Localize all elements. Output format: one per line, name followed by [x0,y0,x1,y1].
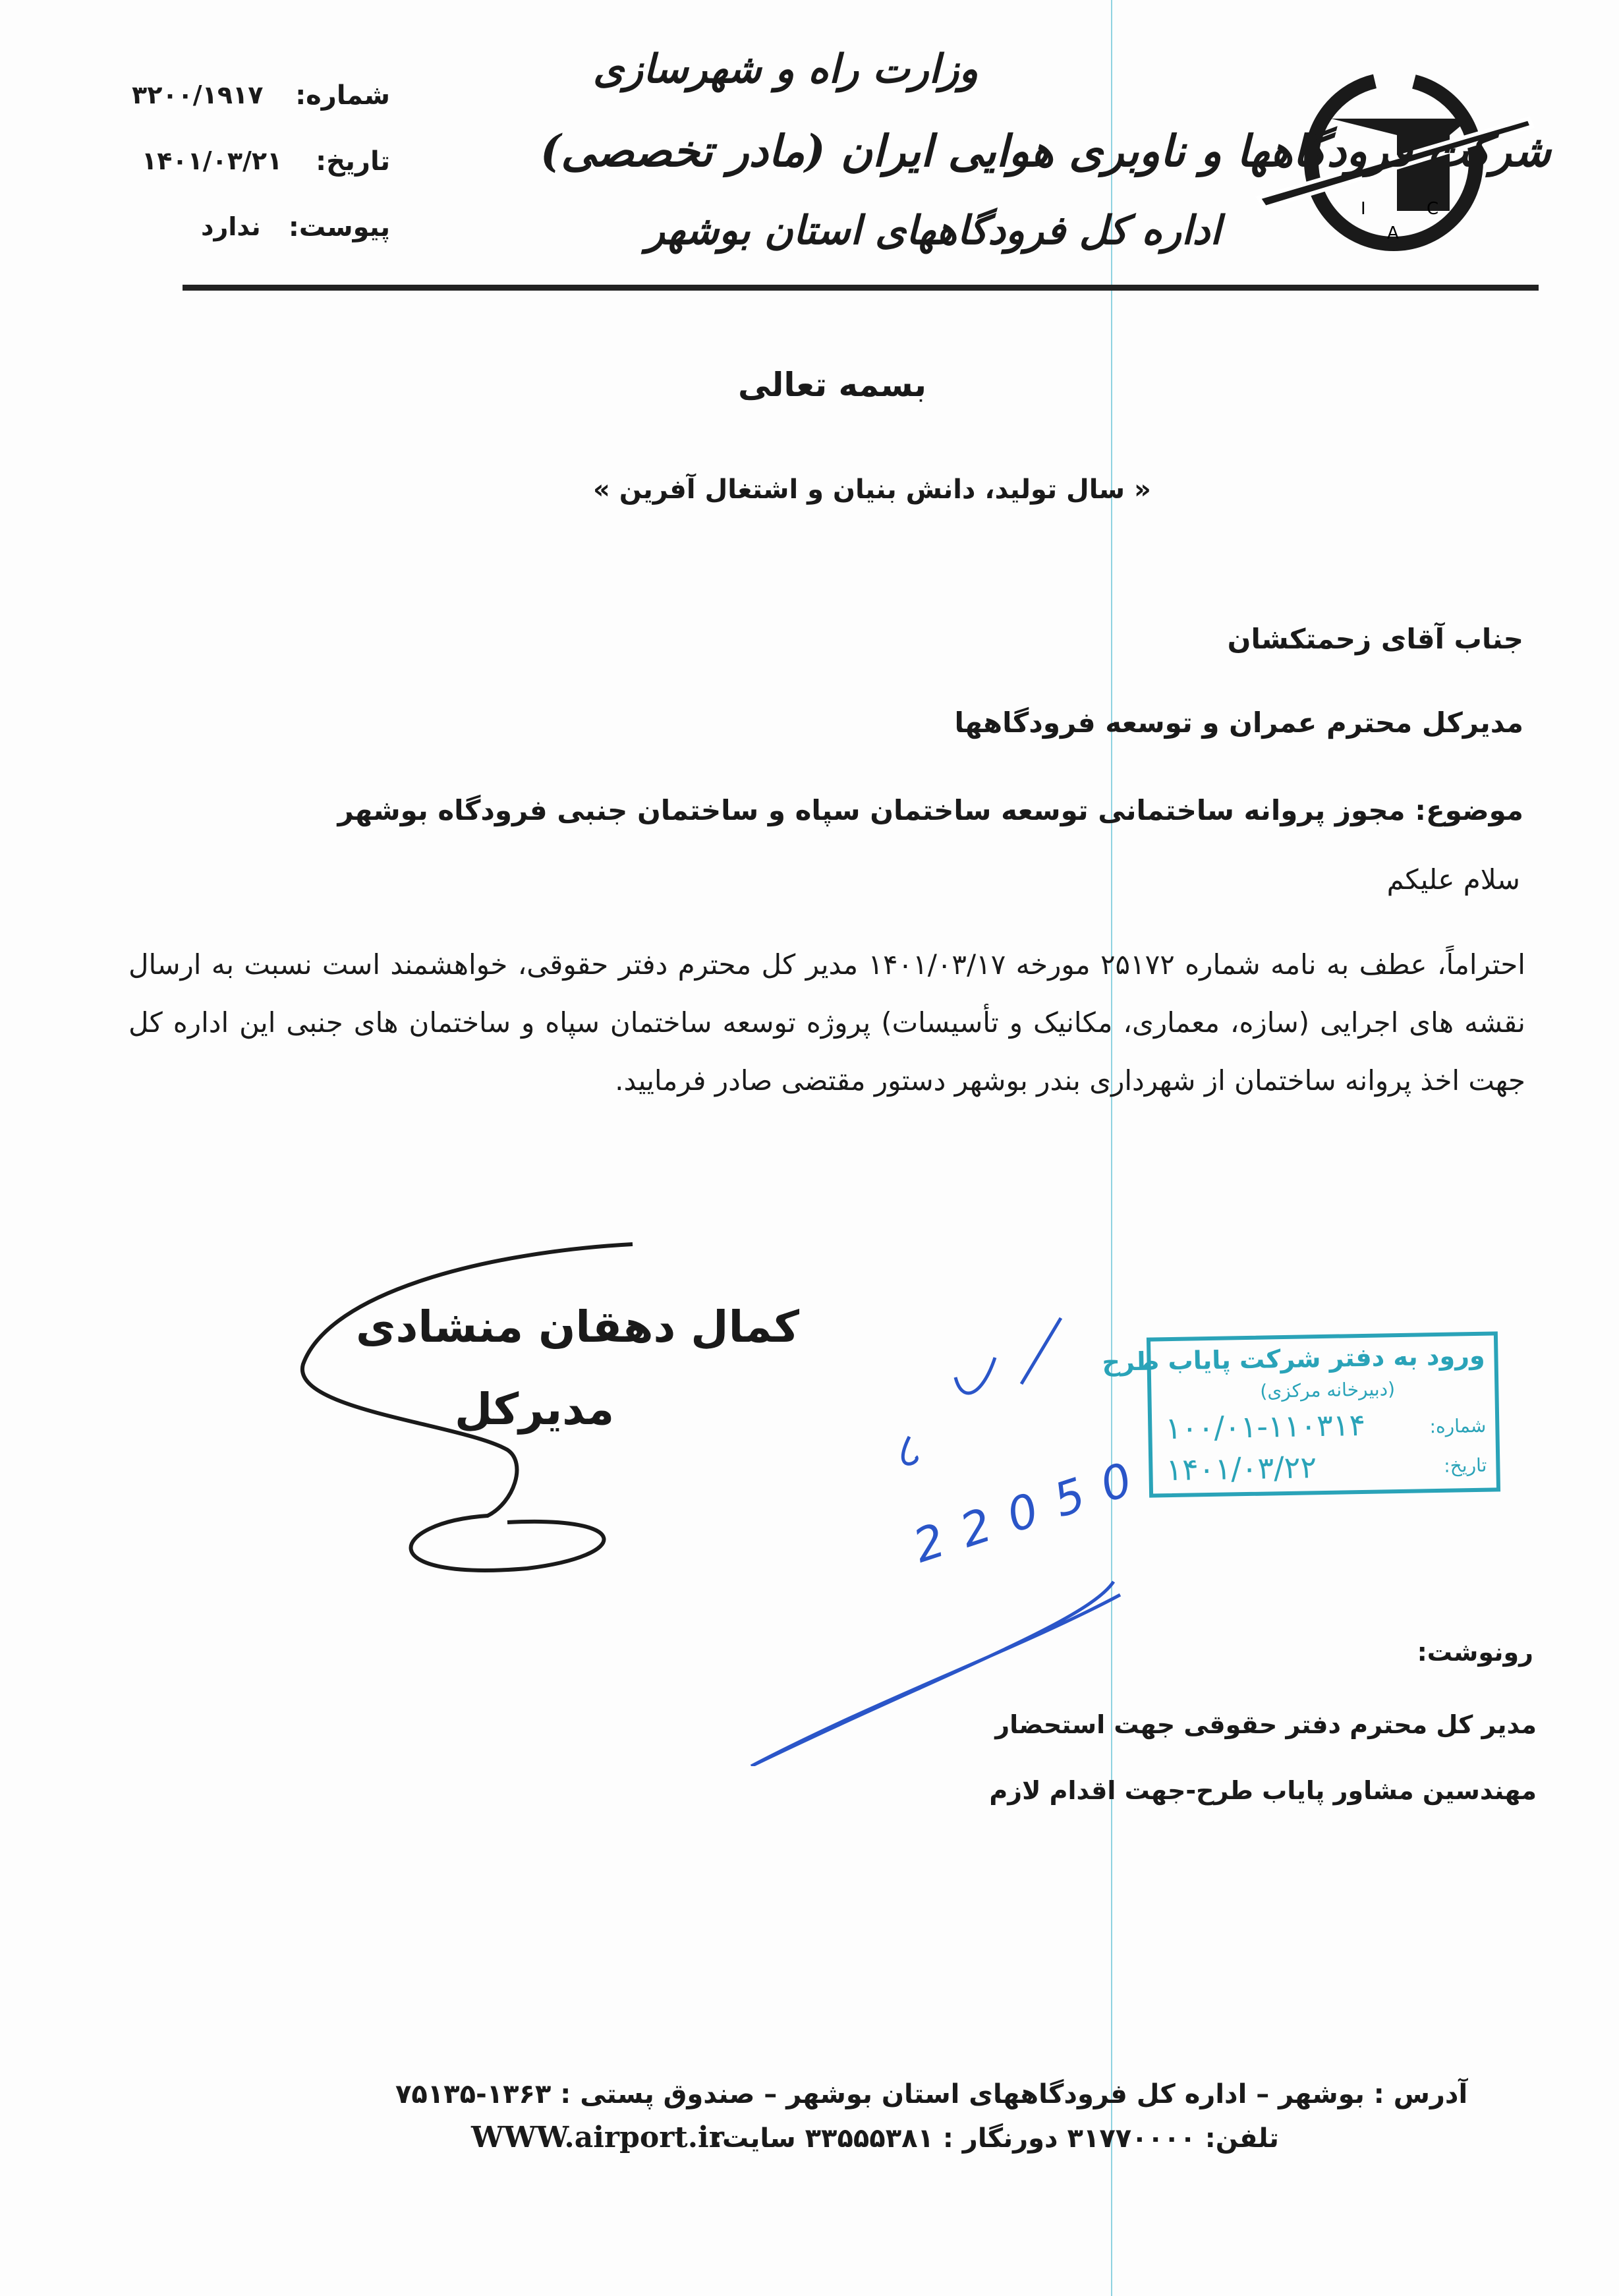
company-title: شرکت فرودگاهها و ناوبری هوایی ایران (مادر تخصصی) [540,125,1551,177]
basmala: بسمه تعالی [738,366,927,404]
footer-phone: تلفن: ۳۱۷۷۰۰۰۰ دورنگار : ۳۳۵۵۵۳۸۱ سایت: [712,2123,1279,2154]
cc-item: مدیر کل محترم دفتر حقوقی جهت استحضار [995,1710,1537,1739]
scan-artifact-line [1111,0,1112,2296]
stamp-date-value: ۱۴۰۱/۰۳/۲۲ [1165,1449,1317,1488]
handwritten-number: 22050 [907,1446,1158,1574]
date-value: ۱۴۰۱/۰۳/۲۱ [142,146,283,175]
number-label: شماره: [295,80,390,111]
stamp-date-label: تاریخ: [1443,1454,1487,1477]
cc-label: رونوشت: [1417,1638,1533,1667]
footer-address: آدرس : بوشهر – اداره کل فرودگاههای استان بوشهر – صندوق پستی : ۱۳۶۳-۷۵۱۳۵ [395,2079,1468,2109]
footer-website[interactable]: WWW.airport.ir [471,2121,724,2154]
svg-text:A: A [1387,223,1399,243]
stamp-title: ورود به دفتر شرکت پایاب طرح [1102,1340,1485,1377]
attachment-value: ندارد [201,212,261,241]
ministry-title: وزارت راه و شهرسازی [593,46,979,92]
greeting: سلام علیکم [1386,863,1520,896]
svg-text:I: I [1361,199,1366,219]
number-value: ۳۲۰۰/۱۹۱۷ [132,80,264,109]
header-divider [183,285,1539,291]
subject: موضوع: مجوز پروانه ساختمانی توسعه ساختمان سپاه و ساختمان جنبی فرودگاه بوشهر [337,794,1523,826]
attachment-label: پیوست: [288,212,390,243]
office-title: اداره کل فرودگاههای استان بوشهر [646,208,1222,254]
slogan: « سال تولید، دانش بنیان و اشتغال آفرین » [593,474,1151,505]
stamp-number-label: شماره: [1429,1414,1487,1438]
date-label: تاریخ: [316,146,390,177]
svg-text:C: C [1427,199,1439,219]
stamp-number-value: ۱۰۰/۰۱-۱۱۰۳۱۴ [1164,1406,1366,1447]
addressee-title: مدیرکل محترم عمران و توسعه فرودگاهها [954,706,1523,739]
stamp-subtitle: (دبیرخانه مرکزی) [1260,1378,1396,1402]
signatory-title: مدیرکل [455,1384,615,1435]
addressee: جناب آقای زحمتکشان [1227,623,1523,655]
receipt-stamp [1102,1331,1500,1497]
cc-item: مهندسین مشاور پایاب طرح-جهت اقدام لازم [989,1776,1537,1805]
body-paragraph: احتراماً، عطف به نامه شماره ۲۵۱۷۲ مورخه ۱۴۰۱/۰۳/۱۷ مدیر کل محترم دفتر حقوقی، خواهشمند است نسبت به ارسال نقشه های اجرایی (سازه، معماری، مکانیک و تأسیسات) پروژه توسعه ساختمان سپاه و ساختمان های جنبی این اداره کل جهت اخذ پروانه ساختمان از شهرداری بندر بوشهر دستور مقتضی صادر فرمایید. [128,948,1525,1097]
signatory-name: کمال دهقان منشادی [356,1302,799,1352]
